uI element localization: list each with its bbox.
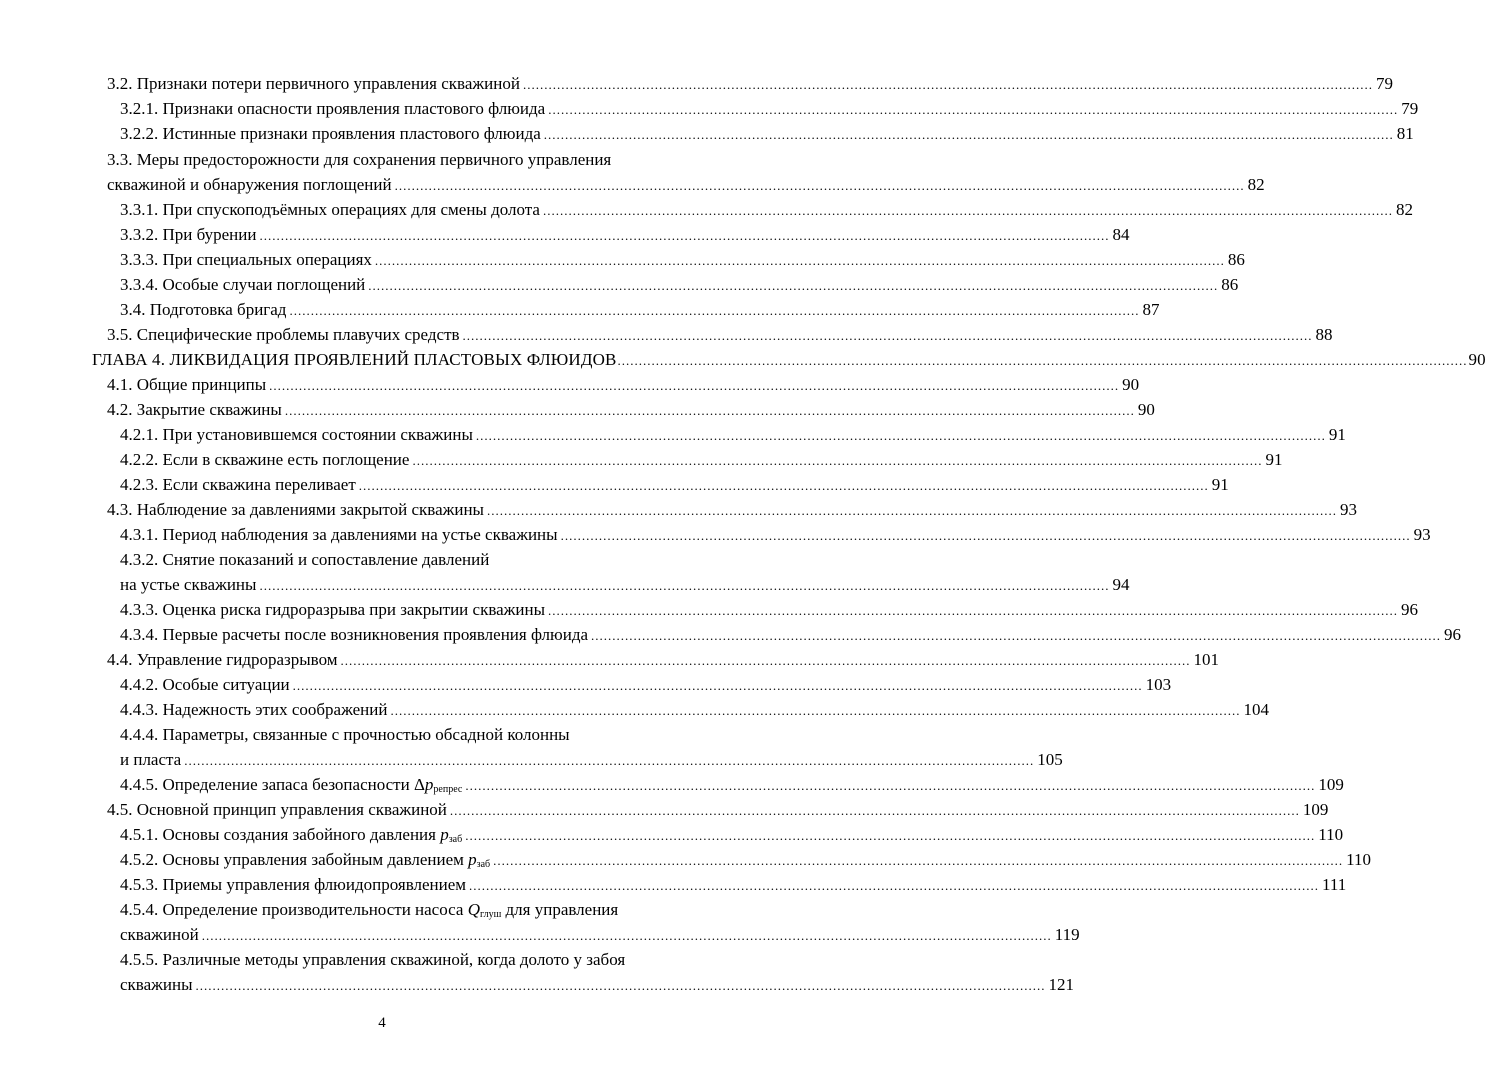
toc-entry-page: 79 — [1401, 99, 1419, 118]
toc-entry-page: 81 — [1396, 124, 1414, 143]
toc-entry-page: 91 — [1211, 475, 1229, 494]
toc-entry-page: 84 — [1112, 225, 1130, 244]
dot-leader: ........................................................................................................................................................................................................ — [184, 753, 1035, 768]
toc-entry[interactable] — [120, 672, 1172, 698]
toc-entry-page: 88 — [1315, 325, 1333, 344]
toc-chapter-entry[interactable] — [92, 347, 1486, 373]
toc-entry-title: 4.5.3. Приемы управления флюидопроявлением — [120, 875, 467, 894]
toc-entry-title-line1[interactable] — [120, 897, 618, 923]
toc-entry-title-line2: и пласта — [120, 750, 182, 769]
toc-entry-page: 105 — [1037, 750, 1063, 769]
dot-leader: ........................................................................................................................................................................................................ — [195, 978, 1046, 993]
toc-entry-title: 4.3.1. Период наблюдения за давлениями на устье скважины — [120, 525, 558, 544]
variable-subscript: репрес — [433, 784, 463, 795]
toc-entry-title: 3.2. Признаки потери первичного управления скважиной — [107, 74, 520, 93]
toc-entry-page: 104 — [1243, 700, 1269, 719]
dot-leader: ........................................................................................................................................................................................................ — [358, 478, 1209, 493]
toc-entry-title: 3.5. Специфические проблемы плавучих средств — [107, 325, 460, 344]
title-text: 4.5.1. Основы создания забойного давления — [120, 825, 441, 844]
toc-entry[interactable] — [120, 572, 1130, 598]
page-number: 4 — [378, 1015, 386, 1031]
toc-entry[interactable] — [120, 872, 1347, 898]
toc-entry[interactable] — [120, 422, 1346, 448]
toc-entry[interactable] — [120, 447, 1283, 473]
toc-entry-page: 91 — [1265, 450, 1283, 469]
dot-leader: ........................................................................................................................................................................................................ — [374, 253, 1225, 268]
dot-leader: ........................................................................................................................................................................................................ — [465, 778, 1316, 793]
variable-subscript: заб — [448, 834, 463, 845]
toc-entry-title: 4.5. Основной принцип управления скважиной — [107, 800, 447, 819]
toc-entry[interactable] — [107, 797, 1329, 823]
dot-leader: ........................................................................................................................................................................................................ — [548, 603, 1399, 618]
toc-entry-page: 93 — [1413, 525, 1431, 544]
pressure-variable: p — [468, 850, 477, 869]
dot-leader: ........................................................................................................................................................................................................ — [543, 127, 1394, 142]
dot-leader: ........................................................................................................................................................................................................ — [269, 378, 1120, 393]
toc-entry-page: 82 — [1395, 200, 1413, 219]
dot-leader: ........................................................................................................................................................................................................ — [340, 653, 1191, 668]
toc-entry[interactable] — [120, 972, 1075, 998]
toc-entry[interactable] — [120, 272, 1239, 298]
dot-leader: ........................................................................................................................................................................................................ — [284, 403, 1135, 418]
toc-entry-title: 4.2.2. Если в скважине есть поглощение — [120, 450, 410, 469]
toc-entry[interactable] — [120, 747, 1063, 773]
toc-entry-title: 4.3. Наблюдение за давлениями закрытой скважины — [107, 500, 484, 519]
toc-entry[interactable] — [107, 647, 1220, 673]
toc-entry-page: 79 — [1375, 74, 1393, 93]
toc-entry[interactable] — [120, 472, 1229, 498]
toc-entry[interactable] — [107, 71, 1393, 97]
title-text: 4.4.5. Определение запаса безопасности — [120, 775, 414, 794]
toc-entry-page: 93 — [1339, 500, 1357, 519]
toc-entry[interactable] — [107, 397, 1155, 423]
toc-entry[interactable] — [120, 222, 1130, 248]
dot-leader: ........................................................................................................................................................................................................ — [469, 878, 1320, 893]
toc-entry-title: 4.2.1. При установившемся состоянии скважины — [120, 425, 473, 444]
toc-entry-title: 4.4.2. Особые ситуации — [120, 675, 290, 694]
toc-entry-page: 96 — [1401, 600, 1419, 619]
toc-entry[interactable] — [120, 247, 1245, 273]
toc-entry-title: 4.2.3. Если скважина переливает — [120, 475, 356, 494]
toc-entry[interactable] — [120, 697, 1269, 723]
toc-entry-title: 3.3.4. Особые случаи поглощений — [120, 275, 366, 294]
toc-entry-title-line1[interactable]: 3.3. Меры предосторожности для сохранения первичного управления — [107, 150, 612, 169]
toc-entry-title-line2: скважины — [120, 975, 193, 994]
dot-leader: ........................................................................................................................................................................................................ — [449, 803, 1300, 818]
toc-entry-title: 4.4. Управление гидроразрывом — [107, 650, 338, 669]
dot-leader: ........................................................................................................................................................................................................ — [201, 928, 1052, 943]
toc-entry-page: 82 — [1247, 175, 1265, 194]
dot-leader: ........................................................................................................................................................................................................ — [475, 428, 1326, 443]
toc-entry[interactable] — [120, 597, 1419, 623]
pressure-variable: p — [440, 825, 449, 844]
toc-entry-page: 119 — [1054, 925, 1080, 944]
toc-entry-title: 4.3.3. Оценка риска гидроразрыва при закрытии скважины — [120, 600, 546, 619]
toc-entry-title: 3.3.1. При спускоподъёмных операциях для смены долота — [120, 200, 540, 219]
toc-entry-title: 3.2.1. Признаки опасности проявления пластового флюида — [120, 99, 546, 118]
dot-leader: ........................................................................................................................................................................................................ — [462, 328, 1313, 343]
toc-entry-title-line2: скважиной и обнаружения поглощений — [107, 175, 392, 194]
toc-entry[interactable] — [120, 197, 1413, 223]
toc-entry-page: 109 — [1302, 800, 1329, 819]
toc-entry[interactable] — [120, 121, 1414, 147]
toc-entry[interactable] — [120, 847, 1372, 873]
toc-entry-page: 90 — [1468, 350, 1486, 369]
toc-entry-title: 3.2.2. Истинные признаки проявления пластового флюида — [120, 124, 541, 143]
toc-entry-page: 109 — [1318, 775, 1344, 794]
toc-entry[interactable] — [120, 772, 1344, 798]
toc-entry-page: 86 — [1221, 275, 1239, 294]
dot-leader: ........................................................................................................................................................................................................ — [465, 828, 1316, 843]
toc-entry[interactable] — [120, 622, 1462, 648]
dot-leader: ........................................................................................................................................................................................................ — [548, 102, 1399, 117]
toc-entry-page: 121 — [1048, 975, 1075, 994]
toc-entry-title: 4.2. Закрытие скважины — [107, 400, 282, 419]
toc-entry-page: 103 — [1145, 675, 1172, 694]
dot-leader: ........................................................................................................................................................................................................ — [542, 203, 1393, 218]
title-text-cont: для управления — [501, 900, 619, 919]
toc-entry-page: 94 — [1112, 575, 1130, 594]
dot-leader: ........................................................................................................................................................................................................ — [412, 453, 1263, 468]
title-text: 4.5.2. Основы управления забойным давлением — [120, 850, 469, 869]
toc-entry-page: 91 — [1328, 425, 1346, 444]
toc-entry-title: 4.4.3. Надежность этих соображений — [120, 700, 388, 719]
toc-entry-page: 110 — [1318, 825, 1344, 844]
toc-entry-page: 110 — [1346, 850, 1372, 869]
dot-leader: ........................................................................................................................................................................................................ — [560, 528, 1411, 543]
dot-leader: ........................................................................................................................................................................................................ — [289, 303, 1140, 318]
variable-subscript: заб — [476, 859, 491, 870]
dot-leader: ........................................................................................................................................................................................................ — [493, 853, 1344, 868]
toc-entry-title: 3.4. Подготовка бригад — [120, 300, 287, 319]
toc-entry-title-line1[interactable]: 4.4.4. Параметры, связанные с прочностью обсадной колонны — [120, 725, 570, 744]
flow-variable: Q — [467, 900, 480, 919]
toc-entry-page: 96 — [1444, 625, 1462, 644]
dot-leader: ........................................................................................................................................................................................................ — [522, 77, 1373, 92]
toc-entry[interactable] — [107, 322, 1333, 348]
toc-entry[interactable] — [107, 172, 1265, 198]
toc-entry-title-line2: скважиной — [120, 925, 199, 944]
toc-chapter-title: ГЛАВА 4. ЛИКВИДАЦИЯ ПРОЯВЛЕНИЙ ПЛАСТОВЫХ ФЛЮИДОВ — [92, 350, 617, 369]
toc-entry[interactable] — [120, 96, 1419, 122]
pressure-variable: p — [424, 775, 434, 794]
dot-leader: ........................................................................................................................................................................................................ — [292, 678, 1143, 693]
toc-entry-title-line1[interactable]: 4.3.2. Снятие показаний и сопоставление давлений — [120, 550, 490, 569]
dot-leader: ........................................................................................................................................................................................................ — [486, 503, 1337, 518]
toc-entry-page: 101 — [1193, 650, 1220, 669]
toc-entry-title: 3.3.2. При бурении — [120, 225, 257, 244]
dot-leader: ........................................................................................................................................................................................................ — [617, 353, 1468, 368]
dot-leader: ........................................................................................................................................................................................................ — [394, 178, 1245, 193]
toc-entry-page: 90 — [1122, 375, 1140, 394]
dot-leader: ........................................................................................................................................................................................................ — [390, 703, 1241, 718]
toc-entry[interactable] — [120, 822, 1344, 848]
toc-entry-page: 86 — [1227, 250, 1245, 269]
toc-entry-title-line2: на устье скважины — [120, 575, 257, 594]
toc-entry-title: 3.3.3. При специальных операциях — [120, 250, 372, 269]
title-text: 4.5.4. Определение производительности насоса — [120, 900, 468, 919]
toc-entry[interactable] — [107, 497, 1357, 523]
toc-entry-title: 4.3.4. Первые расчеты после возникновения проявления флюида — [120, 625, 589, 644]
toc-entry-page: 90 — [1137, 400, 1155, 419]
variable-subscript: глуш — [479, 909, 502, 920]
toc-entry[interactable] — [120, 297, 1160, 323]
toc-entry-page: 87 — [1142, 300, 1160, 319]
toc-entry[interactable] — [120, 522, 1431, 548]
dot-leader: ........................................................................................................................................................................................................ — [259, 578, 1110, 593]
dot-leader: ........................................................................................................................................................................................................ — [591, 628, 1442, 643]
toc-entry-page: 111 — [1322, 875, 1347, 894]
dot-leader: ........................................................................................................................................................................................................ — [259, 228, 1110, 243]
toc-entry[interactable] — [107, 372, 1140, 398]
dot-leader: ........................................................................................................................................................................................................ — [368, 278, 1219, 293]
toc-entry[interactable] — [120, 922, 1080, 948]
toc-entry-title-line1[interactable]: 4.5.5. Различные методы управления скважиной, когда долото у забоя — [120, 950, 626, 969]
toc-entry-title: 4.1. Общие принципы — [107, 375, 267, 394]
delta-symbol: Δ — [413, 775, 425, 794]
